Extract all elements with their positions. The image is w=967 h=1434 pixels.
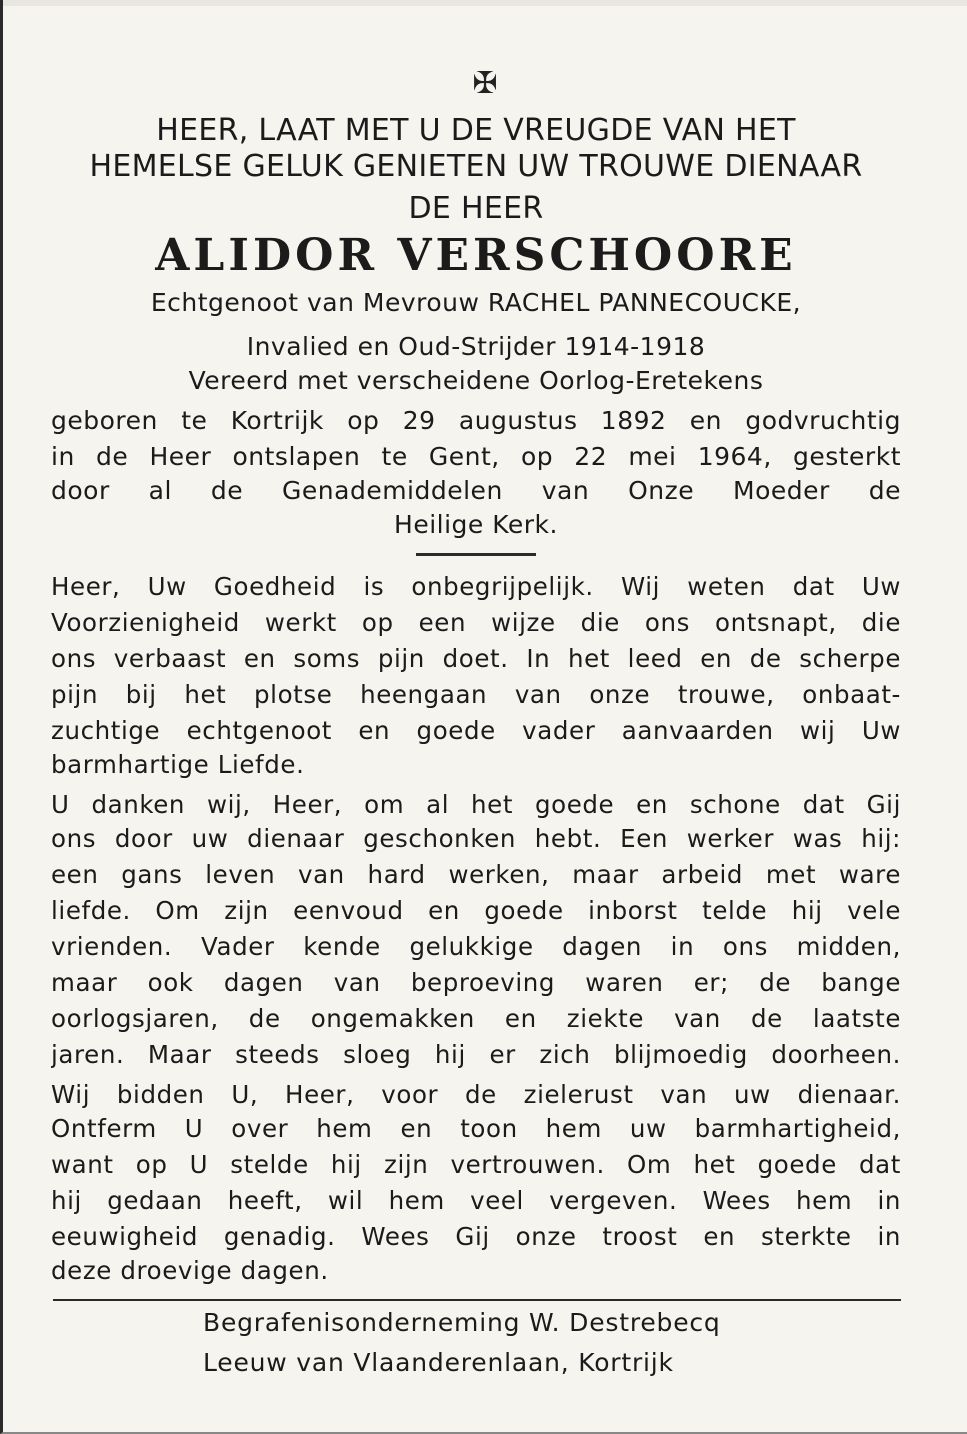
bio-line: Heilige Kerk. <box>394 510 558 539</box>
paragraph1-line: zuchtige echtgenoot en goede vader aanvaarden wij Uw <box>51 716 901 745</box>
card-top-edge <box>3 0 967 6</box>
deceased-name: ALIDOR VERSCHOORE <box>155 230 797 281</box>
bio-line: door al de Genademiddelen van Onze Moeder de <box>51 476 901 505</box>
paragraph2-line: U danken wij, Heer, om al het goede en schone dat Gij <box>51 790 901 819</box>
paragraph3-line: Wij bidden U, Heer, voor de zielerust van uw dienaar. <box>51 1080 901 1109</box>
paragraph1-line: ons verbaast en soms pijn doet. In het leed en de scherpe <box>51 644 901 673</box>
paragraph1-line: Heer, Uw Goedheid is onbegrijpelijk. Wij weten dat Uw <box>51 572 901 601</box>
paragraph2-line: oorlogsjaren, de ongemakken en ziekte van de laatste <box>51 1004 901 1033</box>
paragraph1-line: barmhartige Liefde. <box>51 750 305 779</box>
paragraph2-line: liefde. Om zijn eenvoud en goede inborst telde hij vele <box>51 896 901 925</box>
paragraph1-line: pijn bij het plotse heengaan van onze trouwe, onbaat- <box>51 680 901 709</box>
bio-line: geboren te Kortrijk op 29 augustus 1892 en godvruchtig <box>51 406 901 435</box>
detail-decorations: Vereerd met verscheidene Oorlog-Eretekens <box>188 366 764 395</box>
paragraph2-line: maar ook dagen van beproeving waren er; de bange <box>51 968 901 997</box>
bio-line: in de Heer ontslapen te Gent, op 22 mei 1964, gesterkt <box>51 442 901 471</box>
header-line-2: HEMELSE GELUK GENIETEN UW TROUWE DIENAAR <box>89 149 863 184</box>
paragraph3-line: deze droevige dagen. <box>51 1256 329 1285</box>
paragraph3-line: hij gedaan heeft, wil hem veel vergeven. Wees hem in <box>51 1186 901 1215</box>
short-divider <box>416 553 536 556</box>
paragraph2-line: ons door uw dienaar geschonken hebt. Een werker was hij: <box>51 824 901 853</box>
detail-spouse: Echtgenoot van Mevrouw RACHEL PANNECOUCKE, <box>150 288 802 317</box>
header-line-3: DE HEER <box>408 191 544 226</box>
footer-divider <box>53 1299 901 1301</box>
detail-veteran: Invalied en Oud-Strijder 1914-1918 <box>246 332 706 361</box>
paragraph2-line: een gans leven van hard werken, maar arbeid met ware <box>51 860 901 889</box>
paragraph2-line: vrienden. Vader kende gelukkige dagen in ons midden, <box>51 932 901 961</box>
paragraph2-line: jaren. Maar steeds sloeg hij er zich blijmoedig doorheen. <box>51 1040 901 1069</box>
cross-icon: ✠ <box>472 66 498 101</box>
funeral-home-name: Begrafenisonderneming W. Destrebecq <box>203 1308 721 1337</box>
paragraph3-line: eeuwigheid genadig. Wees Gij onze troost en sterkte in <box>51 1222 901 1251</box>
funeral-home-address: Leeuw van Vlaanderenlaan, Kortrijk <box>203 1348 674 1377</box>
header-line-1: HEER, LAAT MET U DE VREUGDE VAN HET <box>156 113 796 148</box>
paragraph1-line: Voorzienigheid werkt op een wijze die ons ontsnapt, die <box>51 608 901 637</box>
paragraph3-line: Ontferm U over hem en toon hem uw barmhartigheid, <box>51 1114 901 1143</box>
paragraph3-line: want op U stelde hij zijn vertrouwen. Om het goede dat <box>51 1150 901 1179</box>
